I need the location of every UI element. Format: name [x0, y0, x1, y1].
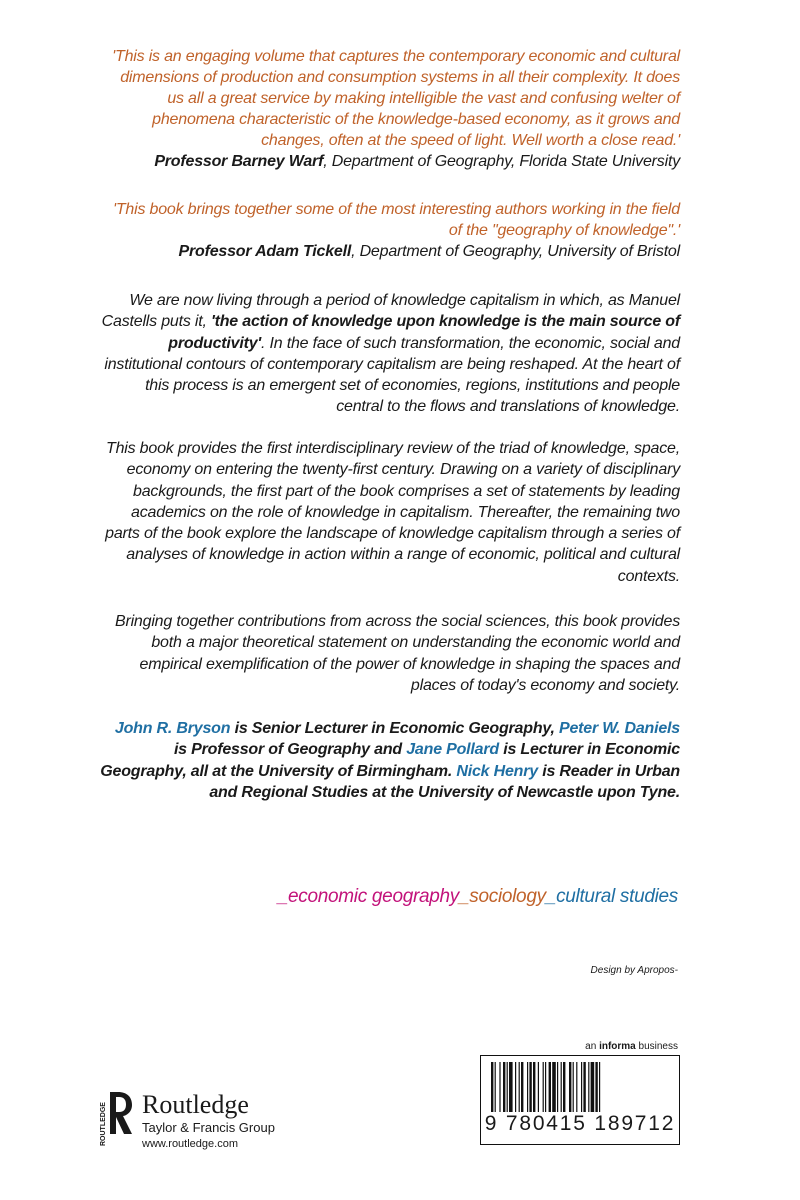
blurb-p1-intro: We are now living through a period of knowledge capitalism in which, as Manuel Castells puts it,: [101, 292, 680, 331]
isbn-barcode: [480, 1055, 680, 1145]
informa-brand: informa: [599, 1041, 636, 1052]
author-bio-text-3: is Lecturer in Economic Geography, all at the University of Birmingham.: [100, 741, 680, 780]
publisher-text: [142, 1090, 275, 1152]
blurb-paragraph-1: [100, 290, 680, 418]
blurb-p1-rest: . In the face of such transformation, the economic, social and institutional contours of contemporary capitalism are being reshaped. At the heart of this process is an emergent set of economies, regions, institutions and people central to the flows and translations of knowledge.: [104, 334, 680, 416]
barcode-bars: [489, 1062, 671, 1112]
endorsement-1-affiliation: , Department of Geography, Florida State University: [323, 153, 680, 170]
blurb-paragraph-2: This book provides the first interdisciplinary review of the triad of knowledge, space, economy on entering the twenty-first century. Drawing on a variety of disciplinary backgrounds, the first part of the book comprises a set of statements by leading academics on the role of knowledge in capitalism. Thereafter, the remaining two parts of the book explore the landscape of knowledge capitalism through a series of analyses of knowledge in action within a range of economic, political and cultural contexts.: [105, 440, 680, 585]
author-name-daniels: Peter W. Daniels: [559, 720, 680, 737]
informa-prefix: an: [585, 1041, 600, 1052]
endorsement-2-text: 'This book brings together some of the most interesting authors working in the field of the "geography of knowledge".': [112, 201, 680, 239]
endorsement-2-attribution: [100, 241, 680, 262]
author-bio-text-4: is Reader in Urban and Regional Studies at the University of Newcastle upon Tyne.: [209, 762, 680, 801]
subject-sociology: _sociology: [459, 886, 546, 907]
author-name-pollard: Jane Pollard: [406, 741, 499, 759]
blurb-paragraph-3: Bringing together contributions from across the social sciences, this book provides both a major theoretical statement on understanding the economic world and empirical exemplification of the power of knowledge in shaping the spaces and places of today's economy and society.: [114, 613, 680, 694]
publisher-vertical-text: ROUTLEDGE: [100, 1102, 107, 1146]
publisher-name: Routledge: [142, 1090, 249, 1119]
author-name-bryson: John R. Bryson: [114, 720, 231, 737]
endorsement-1-author: Professor Barney Warf: [154, 153, 324, 170]
author-bio: [100, 718, 680, 803]
subject-categories: [100, 886, 678, 908]
publisher-logo: [96, 1088, 356, 1168]
informa-suffix: business: [635, 1041, 678, 1052]
publisher-group: Taylor & Francis Group: [142, 1120, 275, 1135]
informa-business-note: [400, 1041, 678, 1052]
subject-cultural-studies: _cultural studies: [545, 886, 678, 907]
publisher-url: www.routledge.com: [142, 1138, 238, 1150]
endorsement-2: [100, 199, 680, 262]
author-name-henry: Nick Henry: [456, 762, 538, 780]
design-credit: Design by Apropos-: [590, 965, 678, 976]
endorsement-1: [100, 46, 680, 172]
endorsement-2-affiliation: , Department of Geography, University of Bristol: [351, 243, 680, 260]
routledge-r-icon: [96, 1088, 134, 1148]
isbn-number: 9 780415 189712: [484, 1112, 676, 1135]
subject-economic-geography: _economic geography: [277, 886, 460, 907]
endorsement-1-attribution: [100, 151, 680, 172]
author-bio-text-1: is Senior Lecturer in Economic Geography,: [230, 720, 559, 737]
endorsement-2-author: Professor Adam Tickell: [178, 243, 352, 260]
author-bio-text-2: is Professor of Geography and: [173, 741, 407, 759]
blurb-p1-castells-quote: 'the action of knowledge upon knowledge is the main source of productivity': [168, 313, 680, 352]
endorsement-1-text: 'This is an engaging volume that captures the contemporary economic and cultural dimensions of production and consumption systems in all their complexity. It does us all a great service by making intelligible the vast and confusing welter of phenomena characteristic of the knowledge-based economy, as it grows and changes, often at the speed of light. Well worth a close read.': [112, 48, 680, 149]
